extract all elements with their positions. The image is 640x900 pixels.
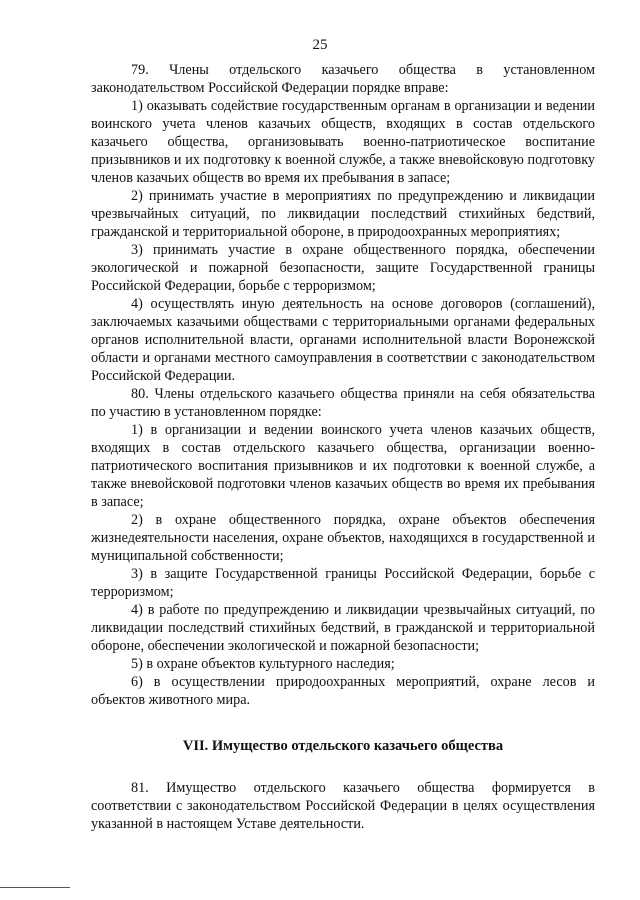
paragraph-80-item-5: 5) в охране объектов культурного наследия; <box>131 656 395 672</box>
paragraph-80-item-6: 6) в осуществлении природоохранных мероприятий, охране лесов и объектов животного мира. <box>91 674 595 708</box>
paragraph-80: 80. Члены отдельского казачьего общества приняли на себя обязательства по участию в установленном порядке: <box>91 386 595 420</box>
paragraph-81: 81. Имущество отдельского казачьего общества формируется в соответствии с законодательством Российской Федерации в целях осуществления указанной в настоящем Уставе деятельности. <box>91 780 595 832</box>
paragraph-80-item-4: 4) в работе по предупреждению и ликвидации чрезвычайных ситуаций, по ликвидации последствий стихийных бедствий, в гражданской и территориальной обороне, обеспечении экологической и пожарной безопасности; <box>91 602 595 654</box>
paragraph-80-item-1: 1) в организации и ведении воинского учета членов казачьих обществ, входящих в состав отдельского казачьего общества, организации военно-патриотического воспитания призывников и их подготовки к военной службе, а также вневойсковой подготовки членов казачьих обществ во время их пребывания в запасе; <box>91 422 595 510</box>
paragraph-79-item-2: 2) принимать участие в мероприятиях по предупреждению и ликвидации чрезвычайных ситуаций, по ликвидации последствий стихийных бедствий, гражданской и территориальной обороне, в природоохранных мероприятиях; <box>91 188 595 240</box>
page-number: 25 <box>312 37 328 53</box>
paragraph-79: 79. Члены отдельского казачьего общества в установленном законодательством Российской Федерации порядке вправе: <box>91 62 595 96</box>
page-body <box>91 61 595 833</box>
paragraph-79-item-4: 4) осуществлять иную деятельность на основе договоров (соглашений), заключаемых казачьими обществами с территориальными органами федеральных органов исполнительной власти, органами исполнительной власти Воронежской области и органами местного самоуправления в соответствии с законодательством Российской Федерации. <box>91 296 595 384</box>
footer-rule <box>0 887 70 888</box>
paragraph-80-item-3: 3) в защите Государственной границы Российской Федерации, борьбе с терроризмом; <box>91 566 595 600</box>
section-heading: VII. Имущество отдельского казачьего общества <box>182 738 504 754</box>
paragraph-80-item-2: 2) в охране общественного порядка, охране объектов обеспечения жизнедеятельности населения, охране объектов, находящихся в государственной и муниципальной собственности; <box>91 512 595 564</box>
paragraph-79-item-3: 3) принимать участие в охране общественного порядка, обеспечении экологической и пожарной безопасности, защите Государственной границы Российской Федерации, борьбе с терроризмом; <box>91 242 595 294</box>
paragraph-79-item-1: 1) оказывать содействие государственным органам в организации и ведении воинского учета членов казачьих обществ, входящих в состав отдельского казачьего общества, организовывать военно-патриотическое воспитание призывников и их подготовку к военной службе, а также вневойсковую подготовку членов казачьих обществ во время их пребывания в запасе; <box>91 98 595 186</box>
